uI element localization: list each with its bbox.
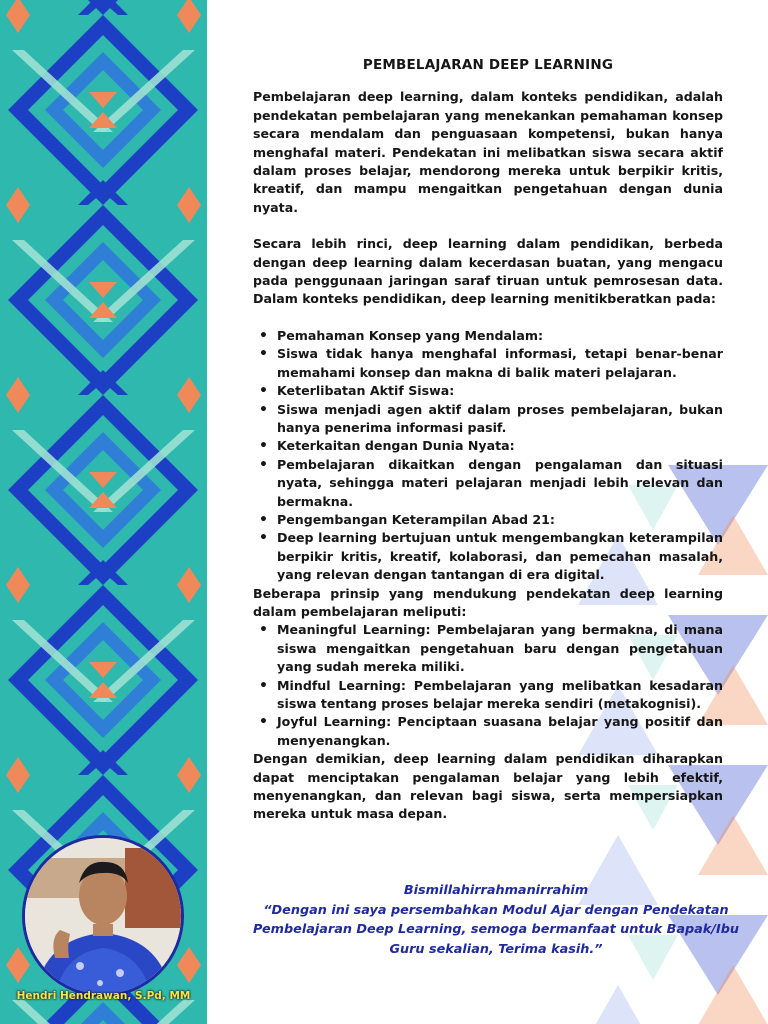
list-item: • Pengembangan Keterampilan Abad 21:: [253, 511, 723, 529]
pattern-shape: [6, 757, 30, 793]
principles-list: [253, 621, 723, 750]
author-avatar: [22, 835, 184, 997]
intro-paragraph: Pembelajaran deep learning, dalam konteks pendidikan, adalah pendekatan pembelajaran yang menekankan pemahaman konsep secara mendalam dan penguasaan kompetensi, bukan hanya menghafal materi. Pendekatan ini melibatkan siswa secara aktif dalam proses belajar, mendorong mereka untuk berpikir kritis, kreatif, dan mampu mengaitkan pengetahuan dengan dunia nyata.: [253, 89, 723, 215]
pattern-shape: [6, 377, 30, 413]
pattern-shape: [6, 567, 30, 603]
list-item: • Deep learning bertujuan untuk mengembangkan keterampilan berpikir kritis, kreatif, kolaborasi, dan pemecahan masalah, yang relevan dengan tantangan di era digital.: [253, 529, 723, 584]
closing-dedication: [236, 881, 756, 959]
closing-message: “Dengan ini saya persembahkan Modul Ajar dengan Pendekatan Pembelajaran Deep Learning, semoga bermanfaat untuk Bapak/Ibu Guru sekalian, Terima kasih.”: [252, 902, 740, 957]
pattern-shape: [177, 0, 201, 33]
list-item: • Keterkaitan dengan Dunia Nyata:: [253, 437, 723, 455]
person-portrait-icon: [25, 838, 181, 994]
closing-salutation: Bismillahirrahmanirrahim: [403, 883, 589, 898]
list-item: • Siswa tidak hanya menghafal informasi, tetapi benar-benar memahami konsep dan makna di balik materi pelajaran.: [253, 345, 723, 382]
focus-list: [253, 327, 723, 585]
conclusion-paragraph: Dengan demikian, deep learning dalam pendidikan diharapkan dapat menciptakan pengalaman belajar yang lebih efektif, menyenangkan, dan relevan bagi siswa, serta mempersiapkan mereka untuk masa depan.: [253, 751, 723, 822]
article-body: [253, 56, 723, 842]
list-item: • Pembelajaran dikaitkan dengan pengalaman dan situasi nyata, sehingga materi pelajaran menjadi lebih relevan dan bermakna.: [253, 456, 723, 511]
pattern-shape: [177, 567, 201, 603]
list-item: • Meaningful Learning: Pembelajaran yang bermakna, di mana siswa mengaitkan pengetahuan baru dengan pengetahuan yang sudah mereka miliki.: [253, 621, 723, 676]
list-item: • Keterlibatan Aktif Siswa:: [253, 382, 723, 400]
list-item: • Pemahaman Konsep yang Mendalam:: [253, 327, 723, 345]
pattern-shape: [8, 0, 198, 15]
principles-intro-paragraph: Beberapa prinsip yang mendukung pendekatan deep learning dalam pembelajaran meliputi:: [253, 585, 723, 619]
pattern-shape: [177, 947, 201, 983]
corner-shape: [578, 985, 658, 1024]
pattern-shape: [177, 377, 201, 413]
pattern-shape: [6, 0, 30, 33]
pattern-shape: [177, 757, 201, 793]
list-item: • Joyful Learning: Penciptaan suasana belajar yang positif dan menyenangkan.: [253, 713, 723, 750]
pattern-shape: [6, 187, 30, 223]
detail-paragraph: Secara lebih rinci, deep learning dalam pendidikan, berbeda dengan deep learning dalam kecerdasan buatan, yang mengacu pada penggunaan jaringan saraf tiruan untuk pemrosesan data. Dalam konteks pendidikan, deep learning menitikberatkan pada:: [253, 236, 723, 307]
pattern-shape: [177, 187, 201, 223]
pattern-shape: [6, 947, 30, 983]
list-item: • Mindful Learning: Pembelajaran yang melibatkan kesadaran siswa tentang proses belajar mereka sendiri (metakognisi).: [253, 677, 723, 714]
list-item: • Siswa menjadi agen aktif dalam proses pembelajaran, bukan hanya penerima informasi pasif.: [253, 401, 723, 438]
author-name: Hendri Hendrawan, S.Pd, MM: [16, 990, 191, 1002]
page-title: PEMBELAJARAN DEEP LEARNING: [362, 57, 614, 73]
